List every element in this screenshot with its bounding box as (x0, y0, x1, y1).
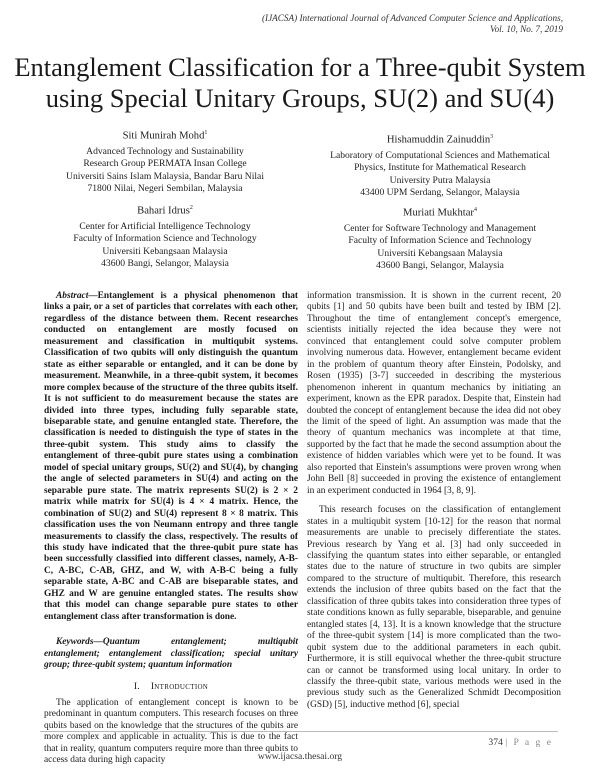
author-block-4 (305, 204, 575, 273)
left-column (44, 291, 298, 767)
title-line-2: using Special Unitary Groups, SU(2) and SU(4) (45, 83, 555, 113)
section-heading-introduction: I. Introduction (133, 680, 209, 692)
affiliation-line: Research Group PERMATA Insan College (83, 158, 247, 170)
body-paragraph: information transmission. It is shown in the current recent, 20 qubits [1] and 50 qubits have been built and tested by IBM [2]. Throughout the time of entanglement concept's emergence, scientists initially rejected the idea because they were not convinced that entanglement could solve computer problem involving numerous data. However, entanglement became evident in the problem of quantum theory after Einstein, Podolsky, and Rosen (1935) [3-7] succeeded in describing the mysterious phenomenon inherent in quantum mechanics by initiating an experiment, known as the EPR paradox. Despite that, Einstein had doubted the concept of entanglement because the idea did not obey the limit of the speed of light. An assumption was made that the theory of quantum mechanics was incomplete at that time, supported by the fact that he made the second assumption about the existence of hidden variables which were yet to be found. It was also reported that Einstein's assumptions were proven wrong when John Bell [8] succeeded in proving the existence of entanglement in an experiment conducted in 1964 [3, 8, 9]. (307, 291, 561, 496)
affiliation-line: 71800 Nilai, Negeri Sembilan, Malaysia (87, 183, 243, 195)
affiliation-line: Universiti Kebangsaan Malaysia (377, 247, 503, 259)
footer-url[interactable]: www.ijacsa.thesai.org (257, 751, 343, 762)
affiliation-line: 43400 UPM Serdang, Selangor, Malaysia (360, 187, 520, 199)
affiliation-line: Center for Artificial Intelligence Technology (79, 220, 251, 232)
author-block-3 (305, 131, 575, 200)
author-name: Siti Munirah Mohd$^1$ (122, 130, 208, 142)
affiliation-line: Physics, Institute for Mathematical Research (354, 162, 526, 174)
author-name: Bahari Idrus$^2$ (137, 205, 193, 217)
journal-name: (IJACSA) International Journal of Advanced Computer Science and Applications, (261, 13, 563, 23)
affiliation-line: Advanced Technology and Sustainability (86, 145, 244, 157)
affiliation-line: Faculty of Information Science and Technology (73, 233, 257, 245)
journal-volume: Vol. 10, No. 7, 2019 (490, 24, 563, 34)
affiliation-line: Laboratory of Computational Sciences and Mathematical (330, 149, 550, 161)
affiliation-line: Universiti Kebangsaan Malaysia (102, 245, 228, 257)
affiliation-line: Faculty of Information Science and Technology (348, 235, 532, 247)
affiliation-line: Universiti Sains Islam Malaysia, Bandar Baru Nilai (66, 170, 264, 182)
right-column (307, 291, 561, 711)
author-block-1 (40, 127, 290, 196)
body-paragraph: The application of entanglement concept is known to be predominant in quantum computers. This research focuses on three qubits based on the knowledge that the structures of the qubits are more complex and applicable in actuality. This is due to the fact that in reality, quantum computers require more than three qubits to access data during high capacity (44, 697, 298, 766)
abstract: Abstract—Entanglement is a physical phenomenon that links a pair, or a set of particles that correlates with each other, regardless of the distance between them. Recent researches conducted on entanglement are mostly focused on measurement and classification in multiqubit systems. Classification of two qubits will only distinguish the quantum state as either separable or entangled, and it can be done by measurement. Meanwhile, in a three-qubit system, it becomes more complex because of the structure of the three qubits itself. It is not sufficient to do measurement because the states are divided into three types, including fully separable state, biseparable state, and genuine entangled state. Therefore, the classification is needed to distinguish the type of states in the three-qubit system. This study aims to classify the entanglement of three-qubit pure states using a combination model of special unitary groups, SU(2) and SU(4), by changing the angle of selected parameters in SU(4) and acting on the separable pure state. The matrix represents SU(2) is 2 × 2 matrix while matrix for SU(4) is 4 × 4 matrix. Hence, the combination of SU(2) and SU(4) represent 8 × 8 matrix. This classification uses the von Neumann entropy and three tangle measurements to classify the class, respectively. The results of this study have indicated that the three-qubit pure state has been successfully classified into different classes, namely, A-B-C, A-BC, C-AB, GHZ, and W, with A-B-C being a fully separable state, A-BC and C-AB are biseparable states, and GHZ and W are genuine entangled states. The results show that this model can change separable pure states to other entanglement class after transformation is done. (44, 291, 298, 622)
footer-divider (40, 731, 558, 732)
affiliation-line: 43600 Bangi, Selangor, Malaysia (376, 260, 504, 272)
affiliation-line: 43600 Bangi, Selangor, Malaysia (101, 258, 229, 270)
author-block-2 (40, 202, 290, 271)
keywords: Keywords—Quantum entanglement; multiqubit entanglement; entanglement classification; special unitary group; three-qubit system; quantum information (44, 637, 298, 671)
author-name: Muriati Mukhtar$^4$ (403, 207, 477, 219)
running-header (262, 13, 563, 35)
page-number: 374 | P a g e (488, 737, 553, 748)
paper-title (0, 52, 600, 114)
body-paragraph: This research focuses on the classification of entanglement states in a multiqubit system [10-12] for the reason that normal measurements are unable to precisely differentiate the states. Previous research by Yang et al. [3] had only succeeded in classifying the quantum states into either separable, or entangled states due to the nature of structure in two qubits are simpler compared to the structure of multiqubit. Therefore, this research extends the inclusion of three qubits based on the fact that the classification of three qubits takes into consideration three types of state conditions known as fully separable, biseparable, and genuine entangled states [4, 13]. It is a known knowledge that the structure of the three-qubit system [14] is more complicated than the two-qubit system due to the additional parameters in each qubit. Furthermore, it is still equivocal whether the three-qubit structure can or cannot be transformed using local unitary. In order to classify the three-qubit state, various methods were used in the previous study such as the Generalized Schmidt Decomposition (GSD) [5], inductive method [6], special (307, 505, 561, 710)
affiliation-line: Center for Software Technology and Management (343, 222, 537, 234)
author-name: Hishamuddin Zainuddin$^3$ (386, 134, 494, 146)
title-line-1: Entanglement Classification for a Three-qubit System (14, 52, 586, 82)
affiliation-line: University Putra Malaysia (389, 174, 491, 186)
